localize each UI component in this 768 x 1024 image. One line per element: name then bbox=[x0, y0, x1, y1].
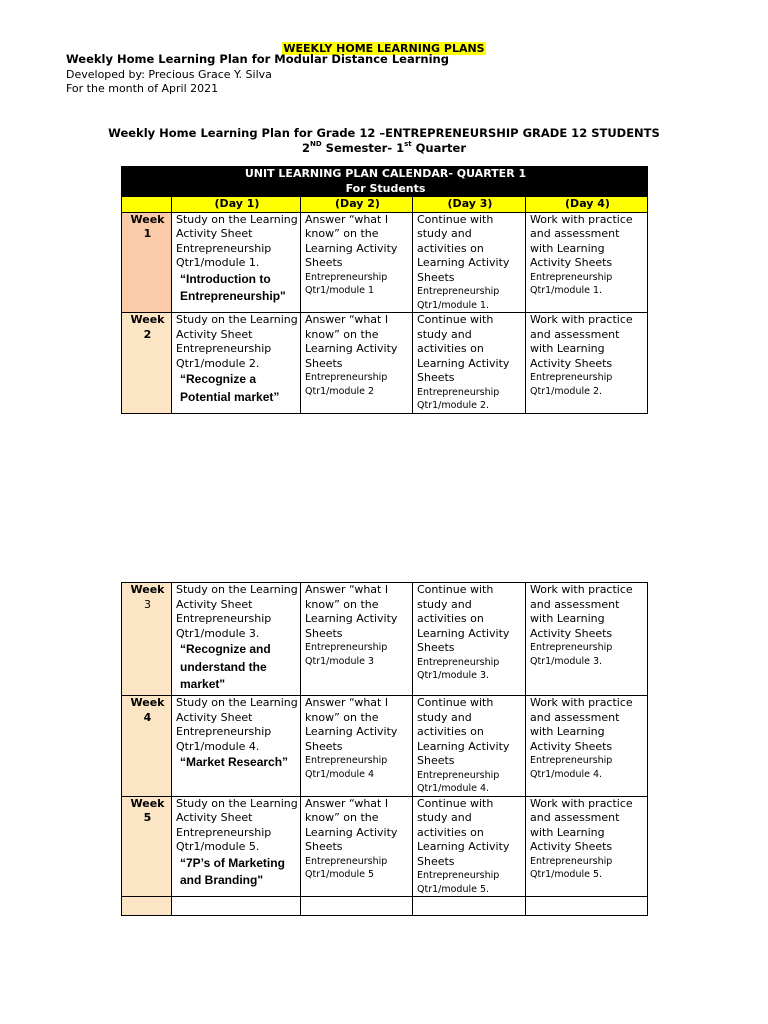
week-label: Week bbox=[130, 313, 165, 326]
day1-cell bbox=[172, 583, 301, 696]
week-row bbox=[122, 313, 648, 414]
day-header: (Day 2) bbox=[301, 197, 413, 213]
day2-text: Answer “what I know” on the Learning Activity Sheets bbox=[305, 212, 398, 269]
day2-text: Answer “what I know” on the Learning Activity Sheets bbox=[305, 696, 398, 753]
day4-module: Entrepreneurship Qtr1/module 1. bbox=[530, 271, 613, 296]
day2-module: Entrepreneurship Qtr1/module 5 bbox=[305, 855, 388, 880]
day2-text: Answer “what I know” on the Learning Activity Sheets bbox=[305, 796, 398, 853]
day2-cell bbox=[301, 212, 413, 313]
week-row bbox=[122, 696, 648, 797]
week-label: Week bbox=[130, 583, 165, 596]
day3-text: Continue with study and activities on Learning Activity Sheets bbox=[417, 796, 510, 868]
day2-module: Entrepreneurship Qtr1/module 4 bbox=[305, 755, 388, 780]
quarter-sup: st bbox=[404, 140, 412, 148]
empty-week-cell bbox=[122, 897, 172, 916]
day3-text: Continue with study and activities on Learning Activity Sheets bbox=[417, 212, 510, 284]
day2-text: Answer “what I know” on the Learning Activity Sheets bbox=[305, 583, 398, 640]
day1-cell bbox=[172, 696, 301, 797]
calendar-subtitle: For Students bbox=[345, 181, 426, 195]
document-subtitle: Weekly Home Learning Plan for Modular Distance Learning bbox=[66, 52, 449, 66]
day3-module: Entrepreneurship Qtr1/module 1. bbox=[417, 286, 500, 311]
day1-text: Study on the Learning Activity Sheet Entrepreneurship Qtr1/module 1. bbox=[176, 212, 298, 269]
day-header: (Day 4) bbox=[526, 197, 648, 213]
module-topic: “Introduction to Entrepreneurship" bbox=[180, 271, 286, 303]
developer-line: Developed by: Precious Grace Y. Silva bbox=[66, 68, 272, 81]
module-topic: “Market Research” bbox=[180, 755, 289, 769]
day2-cell bbox=[301, 313, 413, 414]
day3-text: Continue with study and activities on Learning Activity Sheets bbox=[417, 313, 510, 384]
day2-module: Entrepreneurship Qtr1/module 2 bbox=[305, 372, 388, 397]
semester-line bbox=[0, 141, 768, 155]
learning-plan-table-1 bbox=[121, 166, 648, 414]
day4-module: Entrepreneurship Qtr1/module 3. bbox=[530, 642, 613, 667]
day2-cell bbox=[301, 583, 413, 696]
day4-text: Work with practice and assessment with Learning Activity Sheets bbox=[530, 696, 633, 753]
day4-text: Work with practice and assessment with Learning Activity Sheets bbox=[530, 796, 633, 853]
day-header: (Day 1) bbox=[172, 197, 301, 213]
day1-text: Study on the Learning Activity Sheet Entrepreneurship Qtr1/module 5. bbox=[176, 796, 298, 853]
day3-cell bbox=[413, 313, 526, 414]
day4-text: Work with practice and assessment with Learning Activity Sheets bbox=[530, 583, 633, 640]
day1-cell bbox=[172, 796, 301, 897]
week-row bbox=[122, 583, 648, 696]
day4-cell bbox=[526, 313, 648, 414]
day4-text: Work with practice and assessment with Learning Activity Sheets bbox=[530, 313, 633, 370]
semester-num: 2 bbox=[301, 141, 310, 155]
week-row bbox=[122, 212, 648, 313]
week-number: 2 bbox=[143, 327, 152, 341]
plan-title: Weekly Home Learning Plan for Grade 12 –ENTREPRENEURSHIP GRADE 12 STUDENTS bbox=[108, 126, 660, 140]
day2-module: Entrepreneurship Qtr1/module 1 bbox=[305, 271, 388, 296]
empty-row bbox=[122, 897, 648, 916]
day3-text: Continue with study and activities on Learning Activity Sheets bbox=[417, 696, 510, 767]
day2-cell bbox=[301, 696, 413, 797]
day3-text: Continue with study and activities on Learning Activity Sheets bbox=[417, 583, 510, 654]
day-header-blank bbox=[122, 197, 172, 213]
day-header-row bbox=[122, 197, 648, 213]
day4-module: Entrepreneurship Qtr1/module 2. bbox=[530, 372, 613, 397]
day3-module: Entrepreneurship Qtr1/module 5. bbox=[417, 870, 500, 895]
semester-mid: Semester- 1 bbox=[321, 141, 405, 155]
week-number: 5 bbox=[143, 811, 152, 824]
week-cell bbox=[122, 796, 172, 897]
day3-cell bbox=[413, 796, 526, 897]
day4-cell bbox=[526, 696, 648, 797]
empty-cell bbox=[172, 897, 301, 916]
day1-text: Study on the Learning Activity Sheet Entrepreneurship Qtr1/module 2. bbox=[176, 313, 298, 370]
week-row bbox=[122, 796, 648, 897]
day4-text: Work with practice and assessment with Learning Activity Sheets bbox=[530, 212, 633, 269]
week-label: Week bbox=[130, 696, 165, 709]
day1-text: Study on the Learning Activity Sheet Entrepreneurship Qtr1/module 4. bbox=[176, 696, 298, 753]
week-number: 1 bbox=[143, 227, 152, 240]
week-label: Week bbox=[130, 212, 165, 226]
week-number: 3 bbox=[144, 597, 151, 611]
calendar-header-cell bbox=[122, 167, 648, 197]
week-label: Week bbox=[130, 796, 165, 810]
module-topic: “7P’s of Marketing and Branding" bbox=[180, 855, 285, 887]
day1-text: Study on the Learning Activity Sheet Entrepreneurship Qtr1/module 3. bbox=[176, 583, 298, 640]
module-topic: “Recognize and understand the market" bbox=[180, 642, 271, 691]
day3-cell bbox=[413, 696, 526, 797]
day3-cell bbox=[413, 212, 526, 313]
day2-module: Entrepreneurship Qtr1/module 3 bbox=[305, 642, 388, 667]
day4-cell bbox=[526, 212, 648, 313]
day4-module: Entrepreneurship Qtr1/module 4. bbox=[530, 755, 613, 780]
calendar-title: UNIT LEARNING PLAN CALENDAR- QUARTER 1 bbox=[244, 167, 527, 180]
module-topic: “Recognize a Potential market” bbox=[180, 372, 280, 404]
day2-text: Answer “what I know” on the Learning Activity Sheets bbox=[305, 313, 398, 370]
day3-cell bbox=[413, 583, 526, 696]
day3-module: Entrepreneurship Qtr1/module 4. bbox=[417, 769, 500, 794]
learning-plan-table-2 bbox=[121, 582, 648, 916]
empty-cell bbox=[526, 897, 648, 916]
day2-cell bbox=[301, 796, 413, 897]
day3-module: Entrepreneurship Qtr1/module 3. bbox=[417, 656, 500, 681]
calendar-header-row bbox=[122, 167, 648, 197]
week-cell bbox=[122, 212, 172, 313]
week-cell bbox=[122, 313, 172, 414]
day-header: (Day 3) bbox=[413, 197, 526, 213]
day4-module: Entrepreneurship Qtr1/module 5. bbox=[530, 855, 613, 880]
empty-cell bbox=[413, 897, 526, 916]
empty-cell bbox=[301, 897, 413, 916]
day4-cell bbox=[526, 583, 648, 696]
day3-module: Entrepreneurship Qtr1/module 2. bbox=[417, 386, 500, 411]
document-title: WEEKLY HOME LEARNING PLANS bbox=[283, 42, 485, 55]
week-cell bbox=[122, 583, 172, 696]
day1-cell bbox=[172, 313, 301, 414]
day1-cell bbox=[172, 212, 301, 313]
week-cell bbox=[122, 696, 172, 797]
semester-sup: ND bbox=[309, 140, 322, 148]
quarter-tail: Quarter bbox=[411, 141, 467, 155]
month-line: For the month of April 2021 bbox=[66, 82, 219, 95]
day4-cell bbox=[526, 796, 648, 897]
week-number: 4 bbox=[143, 710, 152, 724]
